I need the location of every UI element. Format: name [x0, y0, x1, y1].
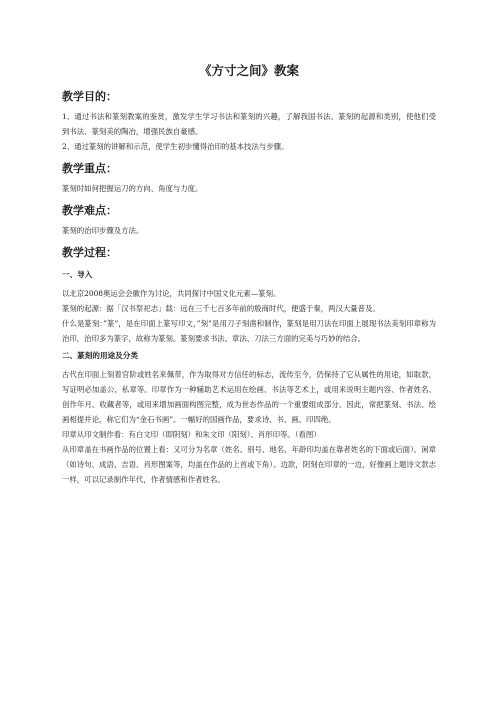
process-part2-heading: 二、篆刻的用途及分类	[62, 351, 138, 360]
page-title: 《方寸之间》教案	[198, 63, 299, 78]
difficulties-heading: 教学难点：	[62, 204, 117, 217]
process-part1-paragraph: 以北京2008奥运会会徽作为讨论，共同探讨中国文化元素—篆刻。	[62, 289, 281, 298]
objectives-heading: 教学目的：	[62, 90, 117, 103]
process-part2-paragraph: 印章从印文制作看：有白文印（即阴刻）和朱文印（阳刻）、肖形印等。（看图）	[62, 430, 321, 439]
process-part1-paragraph: 篆刻的起源：据「汉书祭祀志」载：远在三千七百多年前的殷商时代，便盛于秦，两汉大量普及。	[62, 304, 380, 313]
key-points-text: 篆刻时如何把握运刀的方向、角度与力度。	[62, 184, 203, 193]
objectives-item-1: 1、通过书法和篆刻教案的鉴赏，激发学生学习书法和篆刻的兴趣，了解我国书法、篆刻的起源和类别，使他们受到书法、篆刻美的陶冶，增强民族自豪感。	[62, 112, 436, 136]
process-part1-heading: 一、导入	[62, 270, 93, 279]
process-part2-paragraph: 从印章盖在书画作品的位置上看：又可分为名章（姓名、别号、地名、年龄印均盖在靠者姓名的下面或后面）、闲章（如诗句、成语、吉语、肖形图案等，均盖在作品的上首或下角）。边款，阴刻在印章的一边，好像画上题诗文款志一样，可以记录制作年代，作者情感和作者姓名。	[62, 445, 436, 484]
objectives-item-2: 2、通过篆刻的讲解和示范，使学生初步懂得治印的基本技法与步骤。	[62, 142, 289, 151]
key-points-heading: 教学重点：	[62, 162, 117, 175]
process-heading: 教学过程：	[62, 246, 117, 259]
difficulties-text: 篆刻的治印步骤及方法。	[62, 226, 144, 235]
process-part2-paragraph: 古代在印面上刻着官阶或姓名来佩带，作为取得对方信任的标志，流传至今，仍保持了它从属性的用途，如取款，写证明必加盖公、私章等。印章作为一种辅助艺术运用在绘画、书法等艺术上，或用来说明主题内容、作者姓名、创作年月、收藏者等，或用来增加画面构图完整，成为世态作品的一个重要组成部分。因此，常把篆刻、书法、绘画相提并论，称它们为“金石书画”。一幅好的国画作品，要求诗、书、画、印四绝。	[62, 370, 436, 424]
process-part1-paragraph: 什么是篆刻：”篆”，是在印面上篆写印文，”刻”是用刀子刻凿和制作，篆刻是用刀法在印面上展现书法美刻印章称为治印，治印多为篆字，故称为篆刻。篆刻要求书法、章法、刀法三方面的完美与巧妙的结合。	[62, 319, 436, 343]
